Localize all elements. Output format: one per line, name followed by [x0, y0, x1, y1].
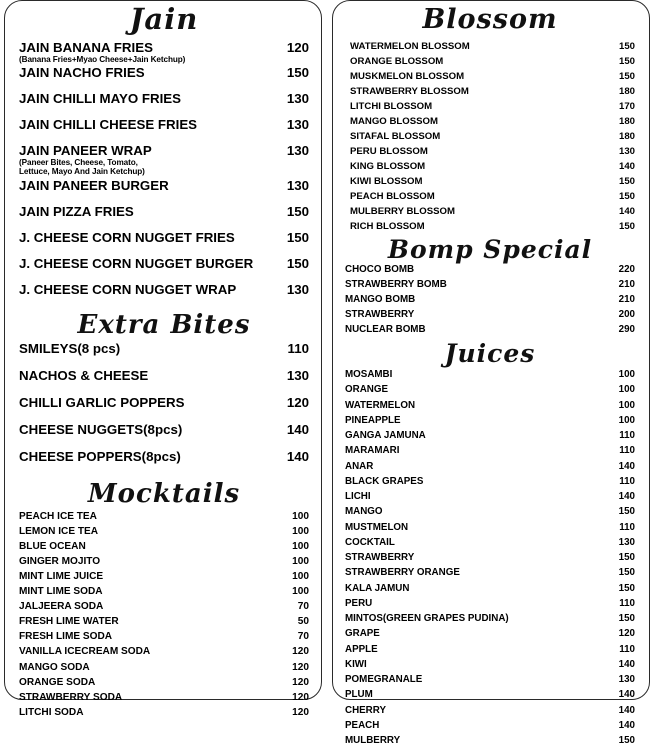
menu-item-name: MUSTMELON: [345, 521, 409, 533]
menu-item-price: 150: [286, 229, 309, 245]
menu-item: [345, 644, 635, 655]
menu-item: [350, 101, 635, 112]
menu-item-name: LICHI: [345, 491, 371, 502]
menu-item-price: 150: [618, 567, 635, 579]
menu-item: [19, 256, 309, 271]
menu-item-price: 210: [618, 279, 635, 290]
section-title-mocktails: Mocktails: [87, 478, 241, 509]
menu-item: [350, 131, 635, 142]
menu-item-name: PINEAPPLE: [345, 414, 401, 426]
menu-item-price: 140: [618, 161, 635, 172]
menu-item: [19, 541, 309, 552]
section-jain: [19, 1, 309, 297]
menu-item-price: 140: [618, 206, 635, 217]
menu-item-price: 100: [618, 414, 635, 426]
menu-item: [345, 400, 635, 411]
section-juices: [345, 339, 635, 746]
menu-item: [19, 341, 309, 356]
menu-item-price: 130: [286, 91, 309, 107]
menu-item-name: CHEESE NUGGETS(8pcs): [19, 421, 183, 437]
menu-item: [19, 556, 309, 567]
menu-item-name: BLACK GRAPES: [345, 475, 424, 487]
menu-item-price: 150: [618, 552, 635, 563]
section-items-blossom: [345, 41, 635, 232]
menu-item-name: JAIN CHILLI MAYO FRIES: [19, 91, 182, 107]
menu-item-name: LEMON ICE TEA: [19, 525, 99, 537]
menu-item-price: 100: [292, 586, 309, 598]
menu-item-price: 150: [618, 56, 635, 67]
menu-item-price: 110: [287, 340, 309, 356]
menu-item-price: 140: [618, 491, 635, 502]
menu-item: [345, 598, 635, 609]
menu-item-name: JAIN NACHO FRIES: [19, 65, 145, 81]
menu-item-name: STRAWBERRY BLOSSOM: [350, 86, 469, 97]
menu-item-name: KING BLOSSOM: [350, 161, 426, 172]
menu-item-price: 150: [618, 41, 635, 52]
menu-item-price: 120: [292, 691, 309, 703]
menu-item-price: 140: [618, 689, 635, 701]
menu-item: [19, 646, 309, 657]
section-title-extra-bites: Extra Bites: [77, 309, 251, 340]
section-title-blossom: Blossom: [422, 4, 558, 35]
menu-item: [350, 221, 635, 232]
section-items-jain: [19, 40, 309, 297]
menu-item-name: ANAR: [345, 460, 374, 472]
menu-item: [345, 720, 635, 731]
menu-item-name: KALA JAMUN: [345, 582, 410, 594]
menu-item-name: KIWI BLOSSOM: [350, 176, 423, 187]
menu-item: [345, 583, 635, 594]
menu-item-name: JAIN PANEER BURGER: [19, 177, 169, 193]
menu-item: [19, 91, 309, 106]
menu-item: [345, 369, 635, 380]
menu-item-name: WATERMELON: [345, 399, 416, 411]
menu-item-price: 110: [619, 597, 635, 609]
menu-item-name: APPLE: [345, 643, 378, 655]
menu-item: [19, 707, 309, 718]
menu-item-name: J. CHEESE CORN NUGGET BURGER: [19, 255, 254, 271]
menu-item-name: J. CHEESE CORN NUGGET WRAP: [19, 281, 237, 297]
menu-item-price: 170: [618, 101, 635, 112]
menu-item-name: STRAWBERRY: [345, 552, 415, 563]
menu-item: [345, 552, 635, 563]
menu-item-name: MUSKMELON BLOSSOM: [350, 71, 465, 82]
menu-item-price: 120: [292, 661, 309, 673]
menu-item-price: 110: [619, 643, 635, 655]
menu-item-name: MINT LIME SODA: [19, 586, 103, 598]
menu-item-price: 140: [618, 460, 635, 472]
menu-item-name: ORANGE BLOSSOM: [350, 56, 444, 67]
menu-item-price: 110: [619, 445, 635, 457]
menu-item-name: COCKTAIL: [345, 536, 395, 548]
menu-item-price: 130: [286, 281, 309, 297]
menu-item: [350, 71, 635, 82]
menu-item-price: 120: [292, 676, 309, 688]
menu-item-price: 100: [618, 399, 635, 411]
menu-item-price: 100: [618, 384, 635, 396]
menu-item: [19, 40, 309, 55]
menu-item-price: 150: [618, 735, 635, 746]
menu-item-price: 150: [286, 65, 309, 81]
menu-item-price: 150: [618, 221, 635, 232]
menu-item-name: VANILLA ICECREAM SODA: [19, 646, 151, 658]
menu-item-name: MINTOS(GREEN GRAPES PUDINA): [345, 613, 509, 624]
menu-item-name: MARAMARI: [345, 445, 400, 457]
menu-item-name: PEACH BLOSSOM: [350, 191, 435, 202]
menu-item-price: 150: [618, 71, 635, 82]
menu-item-name: CHOCO BOMB: [345, 264, 415, 275]
menu-item: [19, 368, 309, 383]
menu-item-description: (Banana Fries+Myao Cheese+Jain Ketchup): [19, 55, 186, 64]
menu-item-name: MOSAMBI: [345, 369, 393, 380]
menu-item-price: 130: [286, 177, 309, 193]
menu-panel-right: [332, 0, 650, 746]
menu-item-price: 70: [297, 601, 309, 613]
menu-item-name: NACHOS & CHEESE: [19, 367, 149, 383]
menu-item-price: 130: [618, 674, 635, 685]
menu-item-price: 130: [286, 117, 309, 133]
menu-item: [345, 689, 635, 700]
menu-item-name: BLUE OCEAN: [19, 540, 86, 552]
menu-item: [350, 206, 635, 217]
menu-item: [19, 204, 309, 219]
menu-item: [345, 674, 635, 685]
menu-item-price: 130: [618, 146, 635, 157]
menu-item-name: MANGO: [345, 506, 383, 518]
menu-item: [345, 537, 635, 548]
menu-item-price: 140: [286, 448, 309, 464]
menu-item: [19, 282, 309, 297]
menu-item-price: 130: [618, 536, 635, 548]
menu-item-name: ORANGE SODA: [19, 676, 96, 688]
menu-item: [350, 161, 635, 172]
section-items-mocktails: [19, 511, 309, 718]
menu-item: [345, 628, 635, 639]
section-items-extra-bites: [19, 341, 309, 464]
menu-item: [345, 567, 635, 578]
menu-item-price: 150: [618, 582, 635, 594]
menu-item-price: 200: [618, 309, 635, 320]
menu-item-name: PERU: [345, 597, 373, 609]
menu-item: [345, 294, 635, 305]
menu-item-price: 110: [619, 430, 635, 441]
menu-item-price: 150: [618, 506, 635, 518]
menu-item: [345, 445, 635, 456]
menu-item: [345, 415, 635, 426]
menu-item-name: WATERMELON BLOSSOM: [350, 41, 470, 52]
menu-item-price: 150: [618, 191, 635, 202]
section-items-bomb-special: [345, 264, 635, 335]
menu-item-price: 110: [619, 475, 635, 487]
menu-item: [345, 506, 635, 517]
menu-item: [19, 662, 309, 673]
menu-item-price: 120: [292, 706, 309, 718]
menu-item-price: 100: [618, 369, 635, 380]
menu-item: [345, 659, 635, 670]
menu-item: [350, 191, 635, 202]
menu-item-name: CHERRY: [345, 704, 387, 716]
menu-item-price: 100: [292, 555, 309, 567]
menu-item-name: MULBERRY: [345, 735, 401, 746]
menu-item-name: LITCHI SODA: [19, 706, 84, 718]
menu-item-price: 120: [618, 628, 635, 640]
menu-item-name: CHILLI GARLIC POPPERS: [19, 394, 185, 410]
menu-item-name: J. CHEESE CORN NUGGET FRIES: [19, 229, 235, 245]
menu-item-name: GRAPE: [345, 628, 380, 640]
section-bomb-special: [345, 236, 635, 335]
menu-item-name: CHEESE POPPERS(8pcs): [19, 448, 181, 464]
menu-item-price: 140: [618, 658, 635, 670]
menu-item-price: 100: [292, 540, 309, 552]
menu-item-name: SMILEYS(8 pcs): [19, 340, 121, 356]
menu-item: [345, 491, 635, 502]
menu-item-name: JAIN PANEER WRAP: [19, 143, 152, 159]
menu-item: [19, 511, 309, 522]
menu-item: [345, 309, 635, 320]
menu-item-name: FRESH LIME WATER: [19, 616, 119, 628]
menu-item-name: KIWI: [345, 658, 367, 670]
menu-item: [345, 384, 635, 395]
menu-item-price: 150: [618, 176, 635, 187]
menu-item-name: SITAFAL BLOSSOM: [350, 131, 441, 142]
menu-item: [19, 616, 309, 627]
menu-panel-left: [4, 0, 322, 718]
menu-item: [345, 705, 635, 716]
menu-item-price: 290: [618, 324, 635, 335]
section-blossom: [345, 1, 635, 232]
menu-item-price: 100: [292, 510, 309, 522]
menu-item-name: PLUM: [345, 689, 373, 701]
menu-item: [350, 116, 635, 127]
menu-item: [19, 422, 309, 437]
menu-item-name: STRAWBERRY: [345, 309, 415, 320]
menu-item-name: STRAWBERRY ORANGE: [345, 567, 460, 579]
menu-item-price: 180: [618, 86, 635, 97]
menu-item-price: 110: [619, 521, 635, 533]
menu-item: [345, 613, 635, 624]
menu-item: [345, 735, 635, 746]
menu-item-price: 210: [618, 294, 635, 305]
menu-item-name: MINT LIME JUICE: [19, 570, 104, 582]
section-mocktails: [19, 476, 309, 718]
menu-item-price: 180: [618, 116, 635, 127]
menu-item-name: PEACH ICE TEA: [19, 510, 97, 522]
menu-item-description: (Paneer Bites, Cheese, Tomato, Lettuce, Mayo And Jain Ketchup): [19, 158, 145, 177]
menu-item: [19, 449, 309, 464]
menu-item-name: ORANGE: [345, 384, 389, 396]
menu-item: [19, 65, 309, 80]
menu-item: [19, 230, 309, 245]
menu-item-price: 70: [297, 631, 309, 643]
menu-item: [345, 279, 635, 290]
menu-item-name: FRESH LIME SODA: [19, 631, 113, 643]
menu-item-name: MULBERRY BLOSSOM: [350, 206, 456, 217]
menu-item-name: MANGO SODA: [19, 661, 90, 673]
menu-item-name: JAIN BANANA FRIES: [19, 40, 153, 55]
menu-item: [350, 146, 635, 157]
menu-item-name: JALJEERA SODA: [19, 601, 104, 613]
menu-item-name: STRAWBERRY BOMB: [345, 279, 447, 290]
menu-item: [350, 41, 635, 52]
menu-item-price: 140: [618, 704, 635, 716]
menu-item-price: 150: [618, 613, 635, 624]
menu-item: [350, 86, 635, 97]
menu-item-name: MANGO BOMB: [345, 294, 416, 305]
menu-item-price: 150: [286, 203, 309, 219]
menu-item: [19, 178, 309, 193]
menu-item-name: LITCHI BLOSSOM: [350, 101, 433, 112]
menu-item: [350, 56, 635, 67]
menu-item: [350, 176, 635, 187]
menu-item-price: 50: [297, 616, 309, 628]
menu-item: [19, 677, 309, 688]
menu-item-price: 140: [286, 421, 309, 437]
menu-item-name: NUCLEAR BOMB: [345, 324, 426, 335]
menu-item-name: PERU BLOSSOM: [350, 146, 428, 157]
menu-item-name: JAIN PIZZA FRIES: [19, 203, 134, 219]
menu-item-price: 120: [292, 646, 309, 658]
menu-item-name: MANGO BLOSSOM: [350, 116, 438, 127]
menu-item-name: STRAWBERRY SODA: [19, 691, 123, 703]
section-title-jain: Jain: [129, 2, 199, 36]
menu-item: [345, 324, 635, 335]
menu-item: [345, 430, 635, 441]
menu-item-price: 130: [286, 367, 309, 383]
section-extra-bites: [19, 308, 309, 464]
menu-item-price: 220: [618, 264, 635, 275]
menu-item: [345, 476, 635, 487]
section-title-juices: Juices: [444, 339, 536, 368]
menu-item-price: 100: [292, 570, 309, 582]
menu-item-name: GINGER MOJITO: [19, 555, 101, 567]
menu-item: [19, 631, 309, 642]
menu-item-price: 180: [618, 131, 635, 142]
section-title-bomb-special: Bomp Special: [387, 235, 593, 264]
menu-item-name: POMEGRANALE: [345, 674, 423, 685]
menu-item-price: 120: [286, 40, 309, 55]
menu-item-price: 140: [618, 719, 635, 731]
menu-item-price: 120: [286, 394, 309, 410]
menu-item: [19, 526, 309, 537]
menu-item: [19, 692, 309, 703]
menu-item-price: 130: [286, 143, 309, 159]
menu-item: [19, 601, 309, 612]
menu-item: [19, 571, 309, 582]
menu-item: [345, 264, 635, 275]
menu-item: [345, 461, 635, 472]
menu-item: [345, 522, 635, 533]
menu-item-price: 100: [292, 525, 309, 537]
menu-item-name: JAIN CHILLI CHEESE FRIES: [19, 117, 198, 133]
menu-item-price: 150: [286, 255, 309, 271]
menu-item: [19, 586, 309, 597]
menu-item: [19, 117, 309, 132]
menu-item-name: GANGA JAMUNA: [345, 430, 426, 441]
menu-item-name: PEACH: [345, 719, 380, 731]
section-items-juices: [345, 369, 635, 746]
menu-item: [19, 395, 309, 410]
menu-item: [19, 143, 309, 158]
menu-item-name: RICH BLOSSOM: [350, 221, 425, 232]
